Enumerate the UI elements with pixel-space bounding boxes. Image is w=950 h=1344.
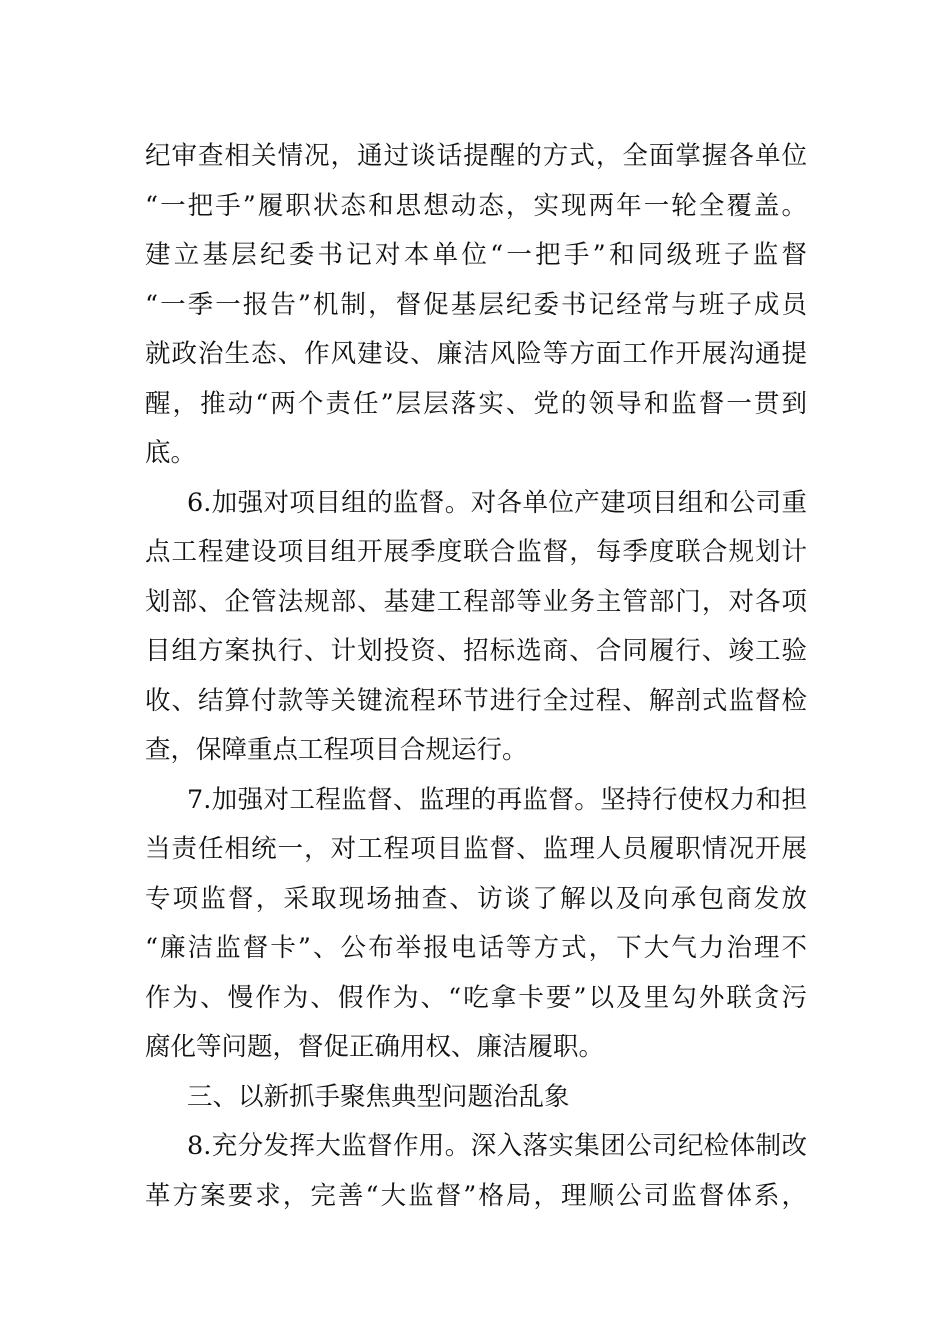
body-text-line: 腐化等问题，督促正确用权、廉洁履职。 [145, 1032, 605, 1062]
body-text-line: 收、结算付款等关键流程环节进行全过程、解剖式监督检 [145, 685, 807, 716]
body-text-line: “一把手”履职状态和思想动态，实现两年一轮全覆盖。 [145, 190, 807, 221]
body-text-line: 作为、慢作为、假作为、“吃拿卡要”以及里勾外联贪污 [145, 982, 807, 1013]
body-text-line: 纪审查相关情况，通过谈话提醒的方式，全面掌握各单位 [145, 141, 807, 171]
body-text-line: 底。 [145, 438, 197, 468]
body-text-line: 点工程建设项目组开展季度联合监督，每季度联合规划计 [145, 537, 807, 567]
paragraph-first-line: 6.加强对项目组的监督。对各单位产建项目组和公司重 [187, 487, 807, 518]
body-text-line: 建立基层纪委书记对本单位“一把手”和同级班子监督 [145, 240, 807, 270]
body-text-line: 专项监督，采取现场抽查、访谈了解以及向承包商发放 [145, 883, 807, 914]
body-text-line: 当责任相统一，对工程项目监督、监理人员履职情况开展 [145, 834, 807, 864]
body-text-line: 查，保障重点工程项目合规运行。 [145, 735, 528, 765]
body-text-line: “廉洁监督卡”、公布举报电话等方式，下大气力治理不 [145, 933, 807, 963]
body-text-line: “一季一报告”机制，督促基层纪委书记经常与班子成员 [145, 289, 807, 320]
body-text-line: 划部、企管法规部、基建工程部等业务主管部门，对各项 [145, 586, 807, 617]
body-text-line: 革方案要求，完善“大监督”格局，理顺公司监督体系， [145, 1180, 807, 1211]
paragraph-first-line: 7.加强对工程监督、监理的再监督。坚持行使权力和担 [187, 784, 807, 815]
body-text-line: 目组方案执行、计划投资、招标选商、合同履行、竣工验 [145, 636, 807, 666]
body-text-line: 醒，推动“两个责任”层层落实、党的领导和监督一贯到 [145, 388, 807, 419]
section-heading: 三、以新抓手聚焦典型问题治乱象 [187, 1081, 570, 1112]
body-text-line: 就政治生态、作风建设、廉洁风险等方面工作开展沟通提 [145, 339, 807, 369]
document-page [145, 132, 807, 1221]
paragraph-first-line: 8.充分发挥大监督作用。深入落实集团公司纪检体制改 [187, 1131, 807, 1161]
